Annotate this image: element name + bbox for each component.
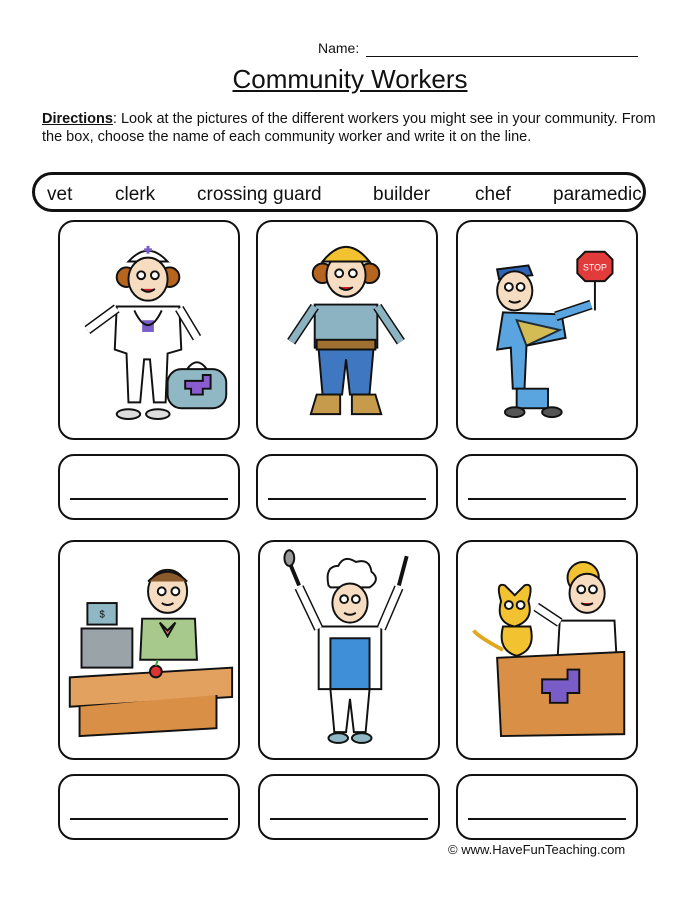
directions-label: Directions [42,111,113,127]
answer-box[interactable] [456,454,638,520]
answer-line[interactable] [468,818,626,820]
answer-line[interactable] [270,818,428,820]
picture-card [456,540,638,760]
word-bank-item: paramedic [553,184,642,205]
answer-box[interactable] [456,774,638,840]
picture-card [58,540,240,760]
stop-sign-text: STOP [583,262,607,273]
register-sign-text: $ [99,609,105,621]
directions-text: : Look at the pictures of the different workers you might see in your community. From the box, choose the name of each community worker and write it on the line. [42,111,656,145]
name-row [318,40,359,56]
picture-card [256,220,438,440]
answer-line[interactable] [468,498,626,500]
paramedic-illustration-icon [60,222,238,438]
word-bank-item: crossing guard [197,184,322,205]
crossing-guard-illustration-icon [458,222,636,438]
clerk-illustration-icon [60,542,238,758]
word-bank-item: builder [373,184,431,205]
answer-box[interactable] [258,774,440,840]
answer-box[interactable] [256,454,438,520]
picture-card [58,220,240,440]
name-label: Name: [318,40,360,56]
vet-illustration-icon [458,542,636,758]
word-bank [32,172,646,212]
directions [42,110,662,146]
answer-line[interactable] [70,498,228,500]
page-title: Community Workers [232,64,468,94]
name-line[interactable] [366,56,638,57]
answer-line[interactable] [70,818,228,820]
chef-illustration-icon [260,542,438,758]
answer-box[interactable] [58,774,240,840]
word-bank-item: vet [47,184,73,205]
picture-card [258,540,440,760]
answer-line[interactable] [268,498,426,500]
word-bank-item: clerk [115,184,156,205]
copyright-footer: © www.HaveFunTeaching.com [448,842,626,857]
word-bank-item: chef [475,184,511,205]
answer-box[interactable] [58,454,240,520]
picture-card [456,220,638,440]
builder-illustration-icon [258,222,436,438]
